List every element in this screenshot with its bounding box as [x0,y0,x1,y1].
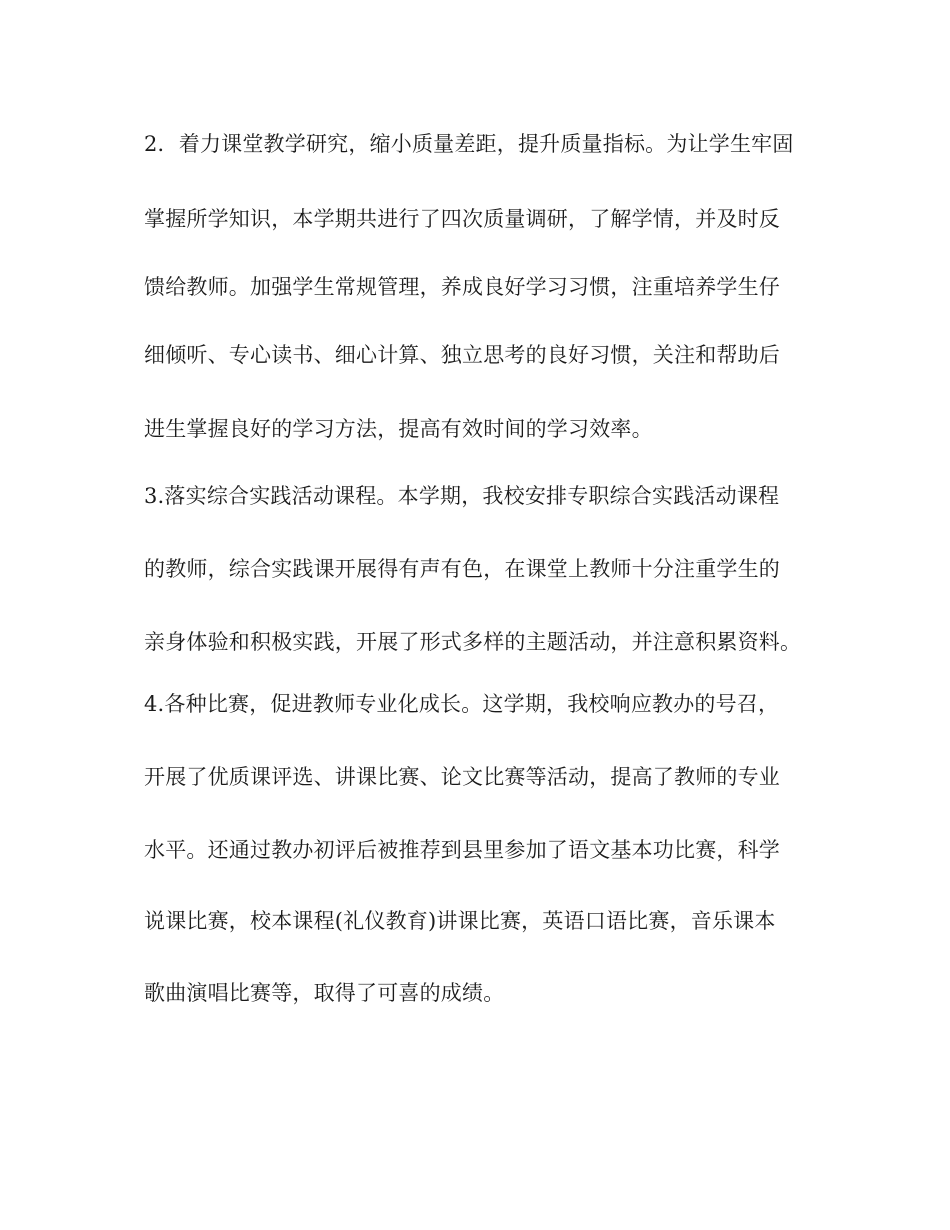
text-line-5: 进生掌握良好的学习方法，提高有效时间的学习效率。 [144,417,653,441]
text-line-10: 开展了优质课评选、讲课比赛、论文比赛等活动，提高了教师的专业 [144,765,780,789]
text-line-9: 4.各种比赛，促进教师专业化成长。这学期，我校响应教办的号召， [144,692,780,716]
text-line-4: 细倾听、专心读书、细心计算、独立思考的良好习惯，关注和帮助后 [144,343,780,367]
text-line-13: 歌曲演唱比赛等，取得了可喜的成绩。 [144,981,505,1005]
text-line-6: 3.落实综合实践活动课程。本学期，我校安排专职综合实践活动课程 [144,484,780,508]
text-line-11: 水平。还通过教办初评后被推荐到县里参加了语文基本功比赛，科学 [144,838,780,862]
text-line-7: 的教师，综合实践课开展得有声有色，在课堂上教师十分注重学生的 [144,557,780,581]
text-line-1: 2．着力课堂教学研究，缩小质量差距，提升质量指标。为让学生牢固 [144,132,794,156]
text-line-12: 说课比赛，校本课程(礼仪教育)讲课比赛，英语口语比赛，音乐课本 [144,909,776,933]
text-line-3: 馈给教师。加强学生常规管理，养成良好学习习惯，注重培养学生仔 [144,275,780,299]
text-line-2: 掌握所学知识，本学期共进行了四次质量调研，了解学情，并及时反 [144,207,780,231]
text-line-8: 亲身体验和积极实践，开展了形式多样的主题活动，并注意积累资料。 [144,630,802,654]
